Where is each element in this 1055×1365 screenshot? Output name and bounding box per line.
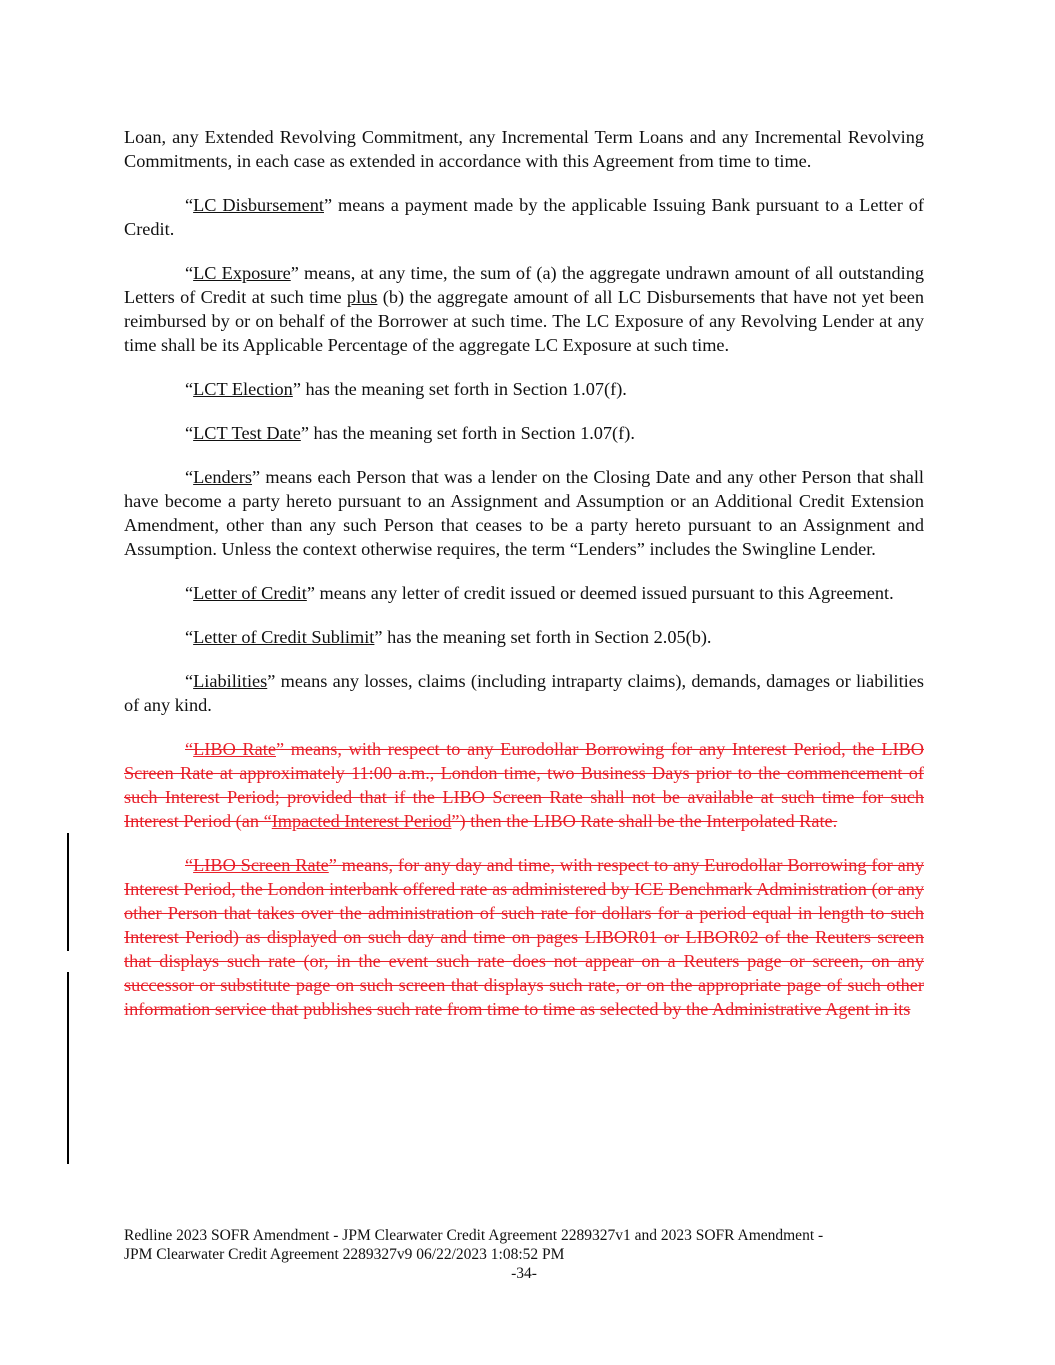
definition-lc-disbursement [124, 193, 924, 241]
defined-term: LCT Election [193, 379, 293, 399]
definition-letter-of-credit [124, 581, 924, 605]
text-segment: ” has the meaning set forth in Section 1.07(f). [292, 379, 627, 399]
definition-liabilities [124, 669, 924, 717]
definition-lct-election [124, 377, 924, 401]
document-body [124, 125, 924, 1041]
text-segment: ”) then the LIBO Rate shall be the Interpolated Rate. [451, 811, 838, 831]
defined-term: LC Exposure [193, 263, 291, 283]
page-number: -34- [511, 1265, 537, 1282]
defined-term: Letter of Credit [193, 583, 307, 603]
defined-term: LIBO Screen Rate [193, 855, 329, 875]
text-segment: “ [185, 263, 194, 283]
change-bar-libo-screen-rate [67, 972, 69, 1164]
definition-lenders [124, 465, 924, 561]
text-segment: (b) the aggregate amount of all LC Disbursements that have not yet been reimbursed by or on behalf of the Borrower at such time. The LC Exposure of any Revolving Lender at any time shall be its Applicable Percentage of the aggregate LC Exposure at such time. [124, 287, 925, 355]
text-segment: Loan, any Extended Revolving Commitment, any Incremental Term Loans and any Incremental Revolving Commitments, in each case as extended in accordance with this Agreement from time to time. [124, 127, 924, 171]
text-segment: ” means any letter of credit issued or deemed issued pursuant to this Agreement. [306, 583, 894, 603]
text-segment: “ [185, 627, 194, 647]
footer-redline-line-2: JPM Clearwater Credit Agreement 2289327v9 06/22/2023 1:08:52 PM [124, 1246, 565, 1263]
definition-lct-test-date [124, 421, 924, 445]
text-segment: ” has the meaning set forth in Section 2.05(b). [374, 627, 712, 647]
paragraph-loan-continuation [124, 125, 924, 173]
page-footer [124, 1226, 924, 1283]
defined-term: Lenders [193, 467, 253, 487]
defined-term: Letter of Credit Sublimit [193, 627, 375, 647]
text-segment: ” means any losses, claims (including intraparty claims), demands, damages or liabilities of any kind. [124, 671, 924, 715]
text-segment: “ [185, 195, 194, 215]
change-bar-libo-rate [67, 833, 69, 951]
text-segment: ” has the meaning set forth in Section 1.07(f). [300, 423, 635, 443]
text-segment: ” means, for any day and time, with respect to any Eurodollar Borrowing for any Interest Period, the London interbank offered rate as administered by ICE Benchmark Administration (or any other Person that takes over the administration of such rate for dollars for a period equal in length to such Interest Period) as displayed on such day and time on pages LIBOR01 or LIBOR02 of the Reuters screen that displays such rate (or, in the event such rate does not appear on a Reuters page or screen, on any successor or substitute page on such screen that displays such rate, or on the appropriate page of such other information service that publishes such rate from time to time as selected by the Administrative Agent in its [124, 855, 925, 1019]
text-segment: ” means, at any time, the sum of (a) the aggregate undrawn amount of all outstanding Letters of Credit at such time [124, 263, 924, 307]
definition-lc-exposure [124, 261, 924, 357]
defined-term: LIBO Rate [193, 739, 276, 759]
deleted-definition-libo-rate [124, 737, 924, 833]
definition-letter-of-credit-sublimit [124, 625, 924, 649]
text-segment: “ [185, 739, 194, 759]
text-segment: ” means, with respect to any Eurodollar Borrowing for any Interest Period, the LIBO Screen Rate at approximately 11:00 a.m., London time, two Business Days prior to the commencement of such Interest Period; provided that if the LIBO Screen Rate shall not be available at such time for such Interest Period (an “ [124, 739, 924, 831]
underlined-word: plus [346, 287, 378, 307]
text-segment: “ [185, 855, 194, 875]
text-segment: “ [185, 379, 194, 399]
text-segment: “ [185, 671, 194, 691]
defined-term: LCT Test Date [193, 423, 301, 443]
footer-redline-line-1: Redline 2023 SOFR Amendment - JPM Clearwater Credit Agreement 2289327v1 and 2023 SOFR Amendment - [124, 1227, 824, 1244]
text-segment: “ [185, 583, 194, 603]
text-segment: “ [185, 467, 194, 487]
defined-term: LC Disbursement [193, 195, 324, 215]
text-segment: ” means each Person that was a lender on the Closing Date and any other Person that shall have become a party hereto pursuant to an Assignment and Assumption or an Additional Credit Extension Amendment, other than any such Person that ceases to be a party hereto pursuant to an Assignment and Assumption. Unless the context otherwise requires, the term “Lenders” includes the Swingline Lender. [124, 467, 924, 559]
defined-term: Liabilities [193, 671, 268, 691]
deleted-definition-libo-screen-rate [124, 853, 924, 1021]
text-segment: ” means a payment made by the applicable Issuing Bank pursuant to a Letter of Credit. [124, 195, 924, 239]
text-segment: “ [185, 423, 194, 443]
defined-term: Impacted Interest Period [271, 811, 452, 831]
